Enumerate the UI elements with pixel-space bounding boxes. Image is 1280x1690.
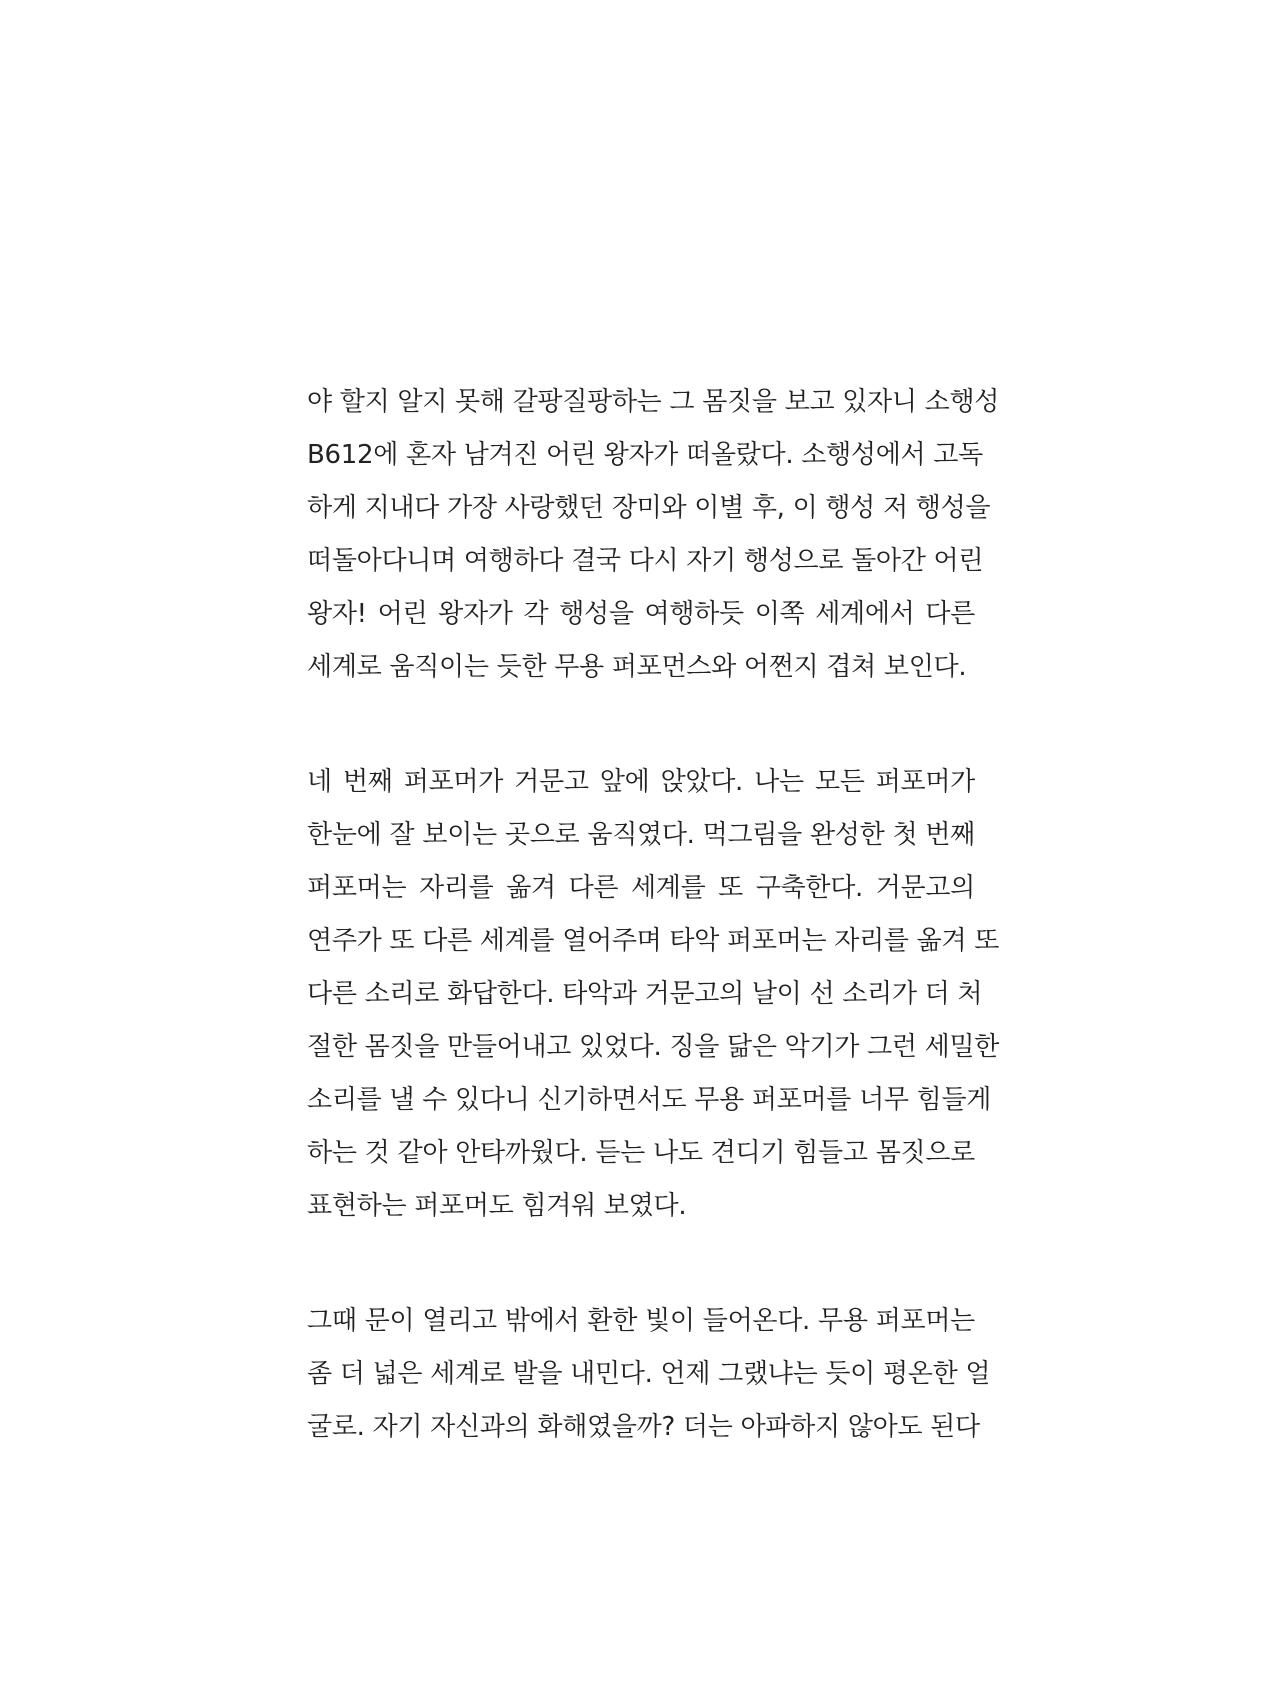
text-line: 하는 것 같아 안타까웠다. 듣는 나도 견디기 힘들고 몸짓으로 — [307, 1138, 975, 1168]
text-line: 퍼포머는 자리를 옮겨 다른 세계를 또 구축한다. 거문고의 — [307, 873, 975, 903]
text-line: 야 할지 알지 못해 갈팡질팡하는 그 몸짓을 보고 있자니 소행성 — [307, 387, 1000, 417]
text-line: 왕자! 어린 왕자가 각 행성을 여행하듯 이쪽 세계에서 다른 — [307, 599, 975, 629]
text-line: 그때 문이 열리고 밖에서 환한 빛이 들어온다. 무용 퍼포머는 — [307, 1306, 975, 1336]
text-line: 네 번째 퍼포머가 거문고 앞에 앉았다. 나는 모든 퍼포머가 — [307, 767, 975, 797]
text-line: 한눈에 잘 보이는 곳으로 움직였다. 먹그림을 완성한 첫 번째 — [307, 820, 975, 850]
paragraph-2 — [307, 756, 1000, 1233]
text-line: 절한 몸짓을 만들어내고 있었다. 징을 닮은 악기가 그런 세밀한 — [307, 1032, 1000, 1062]
text-line: 다른 소리로 화답한다. 타악과 거문고의 날이 선 소리가 더 처 — [307, 979, 983, 1009]
text-line: B612에 혼자 남겨진 어린 왕자가 떠올랐다. 소행성에서 고독 — [307, 440, 983, 470]
text-line: 좀 더 넓은 세계로 발을 내민다. 언제 그랬냐는 듯이 평온한 얼 — [307, 1359, 991, 1389]
text-line: 하게 지내다 가장 사랑했던 장미와 이별 후, 이 행성 저 행성을 — [307, 493, 991, 523]
text-line: 연주가 또 다른 세계를 열어주며 타악 퍼포머는 자리를 옮겨 또 — [307, 926, 1000, 956]
text-line: 굴로. 자기 자신과의 화해였을까? 더는 아파하지 않아도 된다 — [307, 1412, 980, 1442]
paragraph-1 — [307, 376, 1000, 694]
text-line: 표현하는 퍼포머도 힘겨워 보였다. — [307, 1191, 687, 1221]
document-page — [307, 376, 1000, 1516]
text-line: 소리를 낼 수 있다니 신기하면서도 무용 퍼포머를 너무 힘들게 — [307, 1085, 992, 1115]
text-line: 떠돌아다니며 여행하다 결국 다시 자기 행성으로 돌아간 어린 — [307, 546, 984, 576]
paragraph-3 — [307, 1295, 991, 1454]
text-line: 세계로 움직이는 듯한 무용 퍼포먼스와 어쩐지 겹쳐 보인다. — [307, 652, 967, 682]
